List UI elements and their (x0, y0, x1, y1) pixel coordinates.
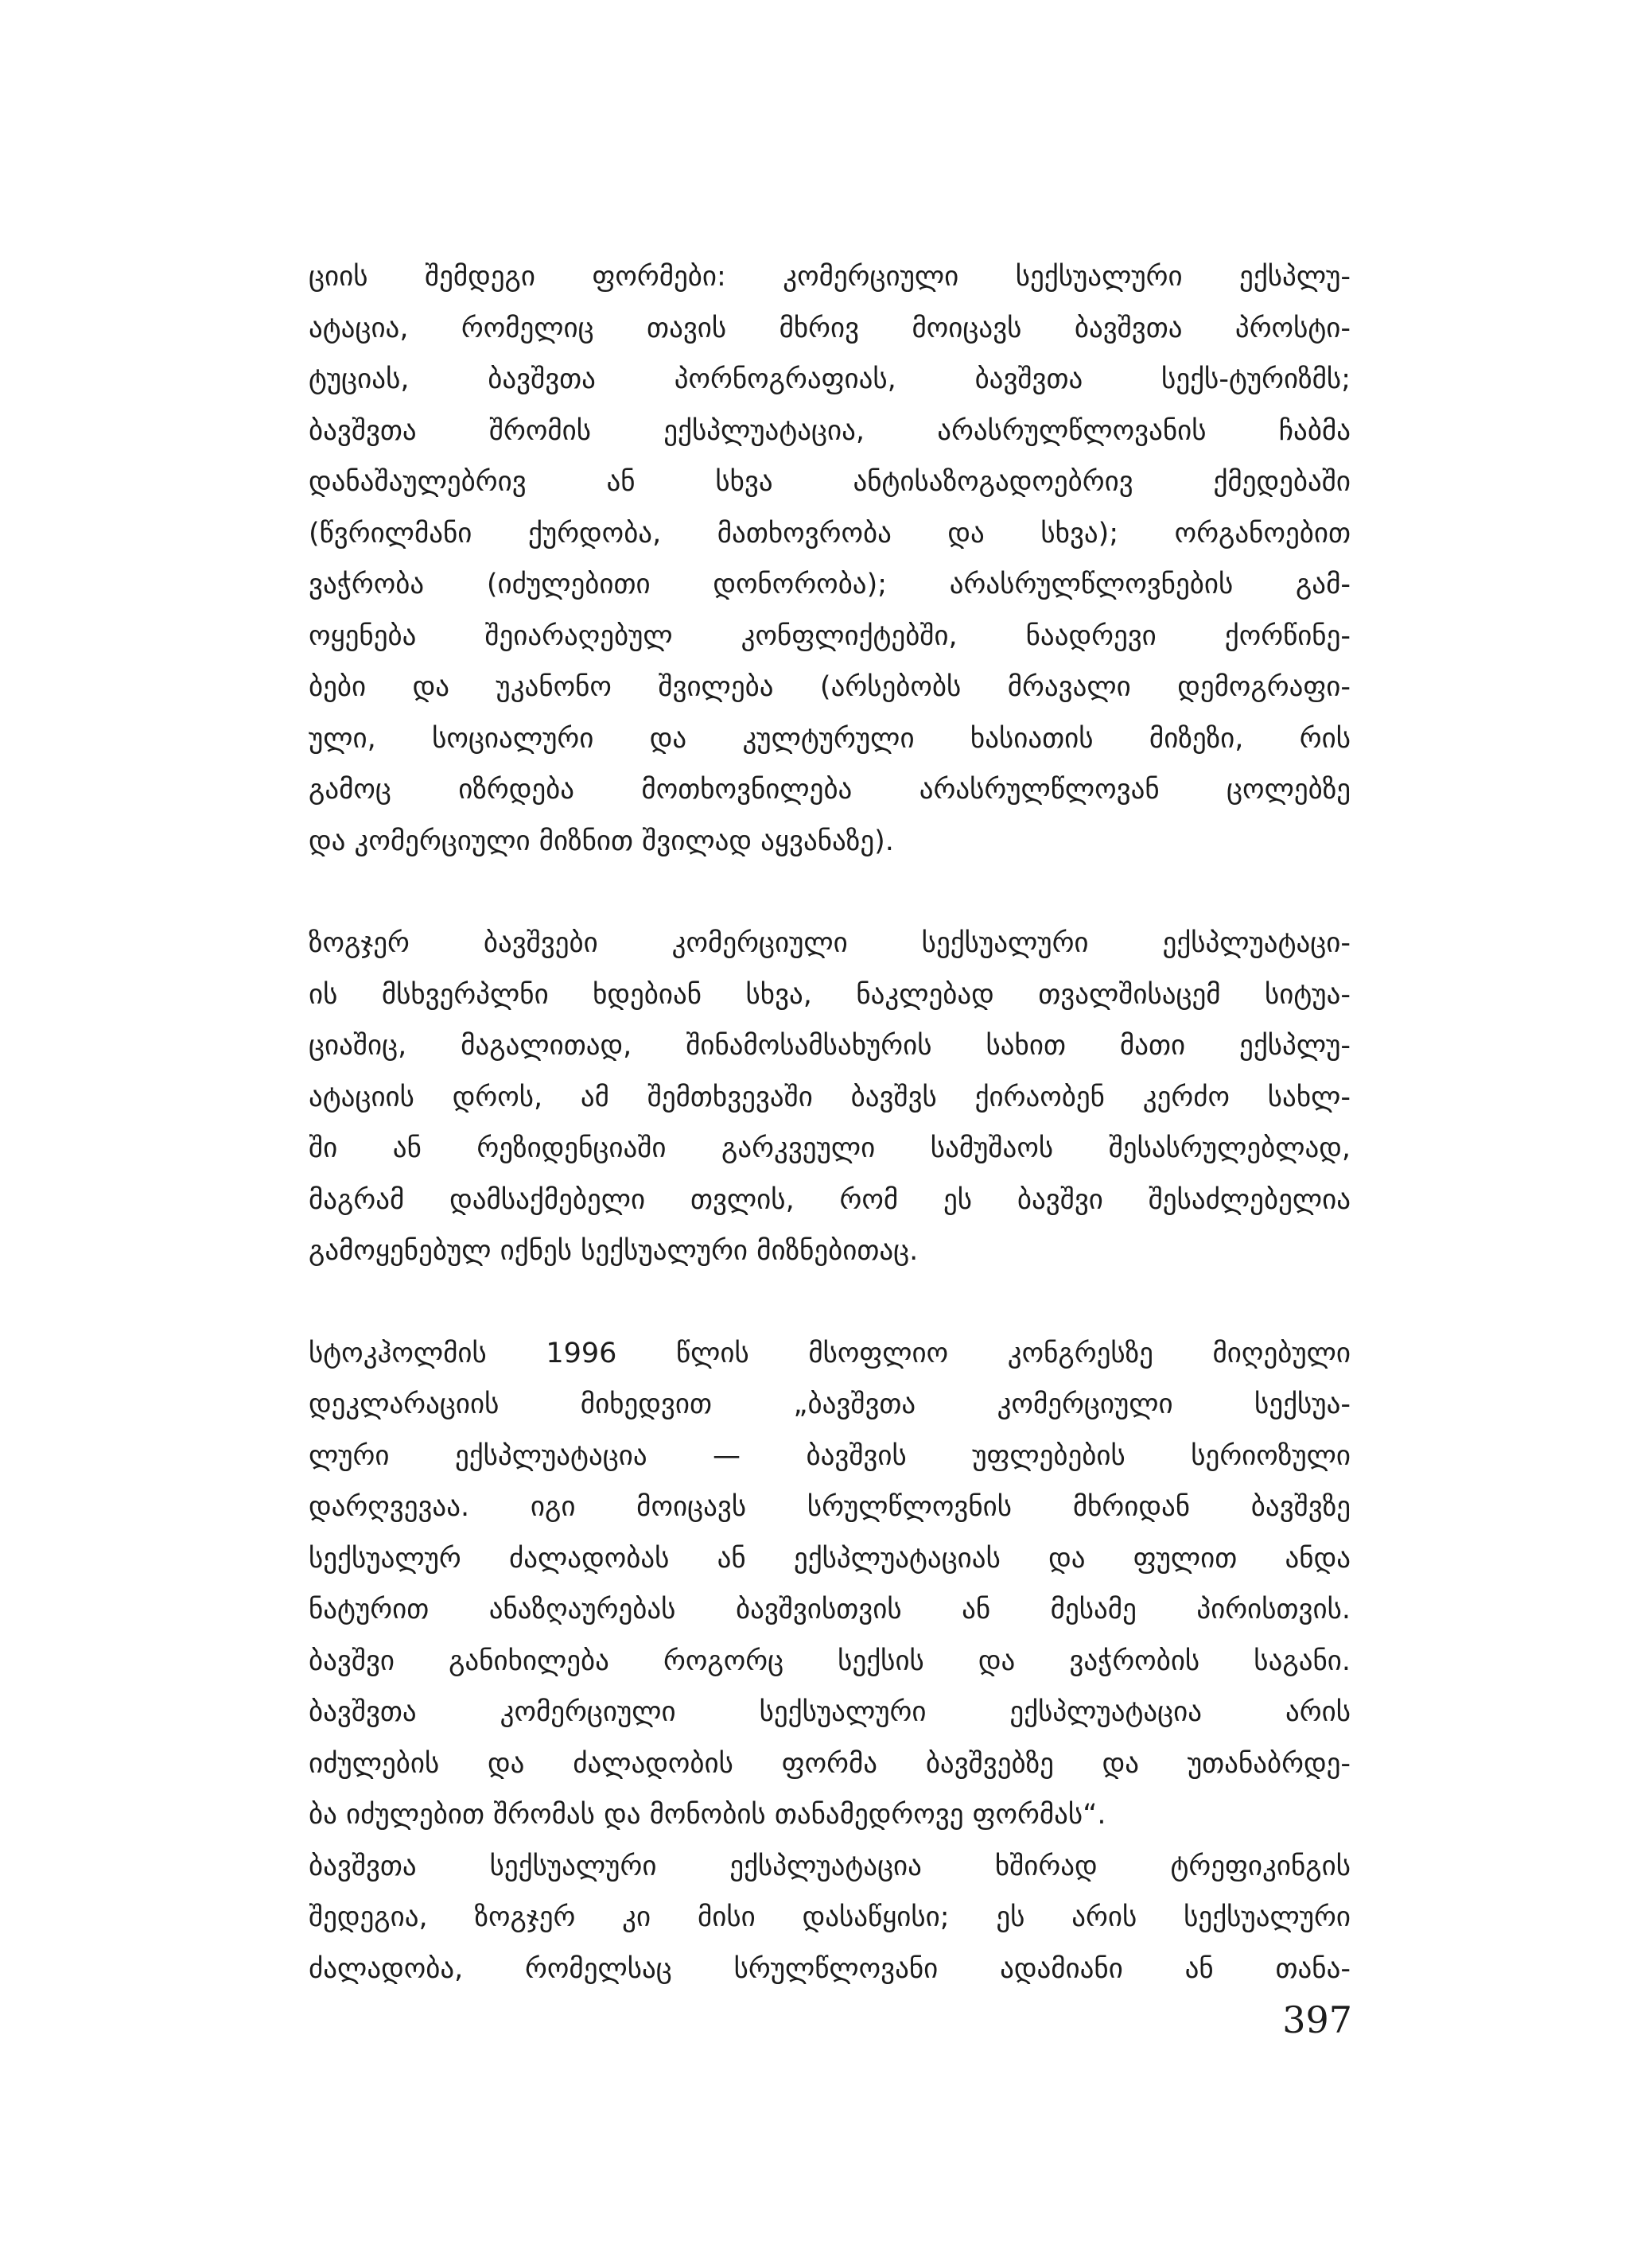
text-line: ბა იძულებით შრომას და მონობის თანამედროვე ფორმას“. (309, 1799, 1106, 1831)
page-body (309, 251, 1351, 1994)
paragraph-4 (309, 1841, 1351, 1995)
text-line: ვაჭრობა (იძულებითი დონორობა); არასრულწლოვნების გამ- (309, 569, 1351, 600)
paragraph-1 (309, 251, 1351, 867)
text-line: ციაშიც, მაგალითად, შინამოსამსახურის სახით მათი ექსპლუ- (309, 1030, 1351, 1062)
page-number: 397 (1282, 1998, 1352, 2041)
text-line: ის მსხვერპლნი ხდებიან სხვა, ნაკლებად თვალშისაცემ სიტუა- (309, 978, 1351, 1011)
paragraph-spacer (309, 867, 1351, 918)
text-line: მაგრამ დამსაქმებელი თვლის, რომ ეს ბავშვი შესაძლებელია (309, 1183, 1351, 1216)
text-line: ბები და უკანონო შვილება (არსებობს მრავალი დემოგრაფი- (309, 671, 1351, 703)
text-line: სტოკჰოლმის 1996 წლის მსოფლიო კონგრესზე მიღებული (309, 1337, 1351, 1369)
text-line: ძალადობა, რომელსაც სრულწლოვანი ადამიანი ან თანა- (309, 1952, 1351, 1985)
text-line: ბავშვთა შრომის ექსპლუატაცია, არასრულწლოვანის ჩაბმა (309, 414, 1351, 447)
text-line: ზოგჯერ ბავშვები კომერციული სექსუალური ექსპლუატაცი- (309, 927, 1351, 959)
paragraph-spacer (309, 1277, 1351, 1328)
text-line: და კომერციული მიზნით შვილად აყვანაზე). (309, 825, 894, 857)
text-line: დეკლარაციის მიხედვით „ბავშვთა კომერციული სექსუა- (309, 1388, 1351, 1420)
text-line: ციის შემდეგი ფორმები: კომერციული სექსუალური ექსპლუ- (309, 261, 1351, 293)
text-line: ლური ექსპლუატაცია — ბავშვის უფლებების სერიოზული (309, 1439, 1351, 1472)
text-line: ტუციას, ბავშვთა პორნოგრაფიას, ბავშვთა სექს-ტურიზმს; (309, 363, 1351, 395)
text-line: ატაციის დროს, ამ შემთხვევაში ბავშვს ქირაობენ კერძო სახლ- (309, 1081, 1351, 1113)
text-line: დანაშაულებრივ ან სხვა ანტისაზოგადოებრივ ქმედებაში (309, 466, 1351, 498)
text-line: (წვრილმანი ქურდობა, მათხოვრობა და სხვა); ორგანოებით (309, 517, 1351, 550)
text-line: იძულების და ძალადობის ფორმა ბავშვებზე და უთანაბრდე- (309, 1747, 1351, 1780)
text-line: გამოც იზრდება მოთხოვნილება არასრულწლოვან ცოლებზე (309, 774, 1351, 806)
text-line: დარღვევაა. იგი მოიცავს სრულწლოვნის მხრიდან ბავშვზე (309, 1491, 1351, 1523)
text-line: ბავშვი განიხილება როგორც სექსის და ვაჭრობის საგანი. (309, 1645, 1351, 1677)
text-line: ში ან რეზიდენციაში გარკვეული სამუშაოს შესასრულებლად, (309, 1132, 1351, 1164)
text-line: სექსუალურ ძალადობას ან ექსპლუატაციას და ფულით ანდა (309, 1542, 1351, 1575)
text-line: ბავშვთა კომერციული სექსუალური ექსპლუატაცია არის (309, 1696, 1351, 1728)
text-line: შედეგია, ზოგჯერ კი მისი დასაწყისი; ეს არის სექსუალური (309, 1901, 1351, 1933)
paragraph-2 (309, 918, 1351, 1277)
text-line: ნატურით ანაზღაურებას ბავშვისთვის ან მესამე პირისთვის. (309, 1594, 1351, 1625)
text-line: ბავშვთა სექსუალური ექსპლუატაცია ხშირად ტრეფიკინგის (309, 1850, 1351, 1882)
paragraph-3 (309, 1328, 1351, 1841)
text-line: ოყენება შეიარაღებულ კონფლიქტებში, ნაადრევი ქორწინე- (309, 619, 1351, 652)
text-line: ატაცია, რომელიც თავის მხრივ მოიცავს ბავშვთა პროსტი- (309, 312, 1351, 344)
text-line: გამოყენებულ იქნეს სექსუალური მიზნებითაც. (309, 1235, 919, 1267)
text-line: ული, სოციალური და კულტურული ხასიათის მიზეზი, რის (309, 722, 1351, 755)
